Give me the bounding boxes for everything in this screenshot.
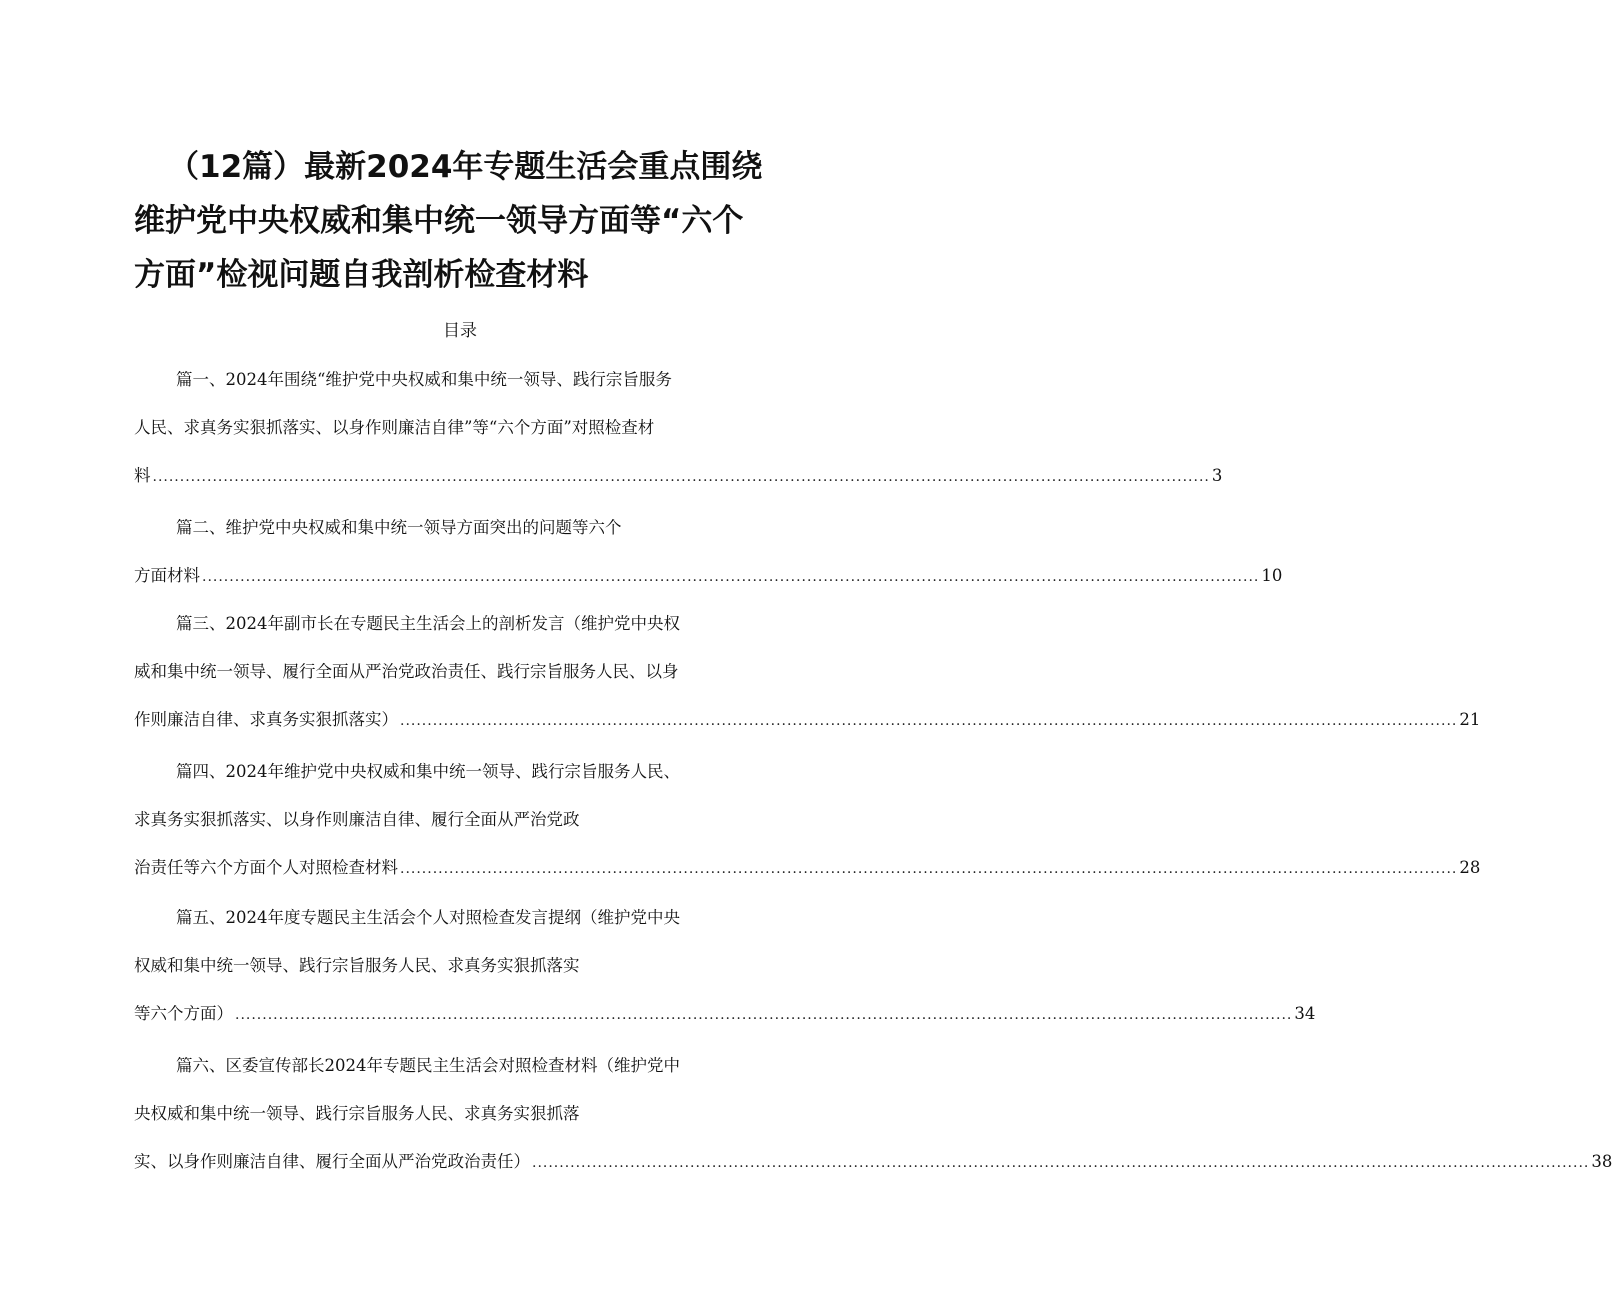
toc-entry-line: 作则廉洁自律、求真务实狠抓落实） — [134, 710, 398, 729]
toc-entry-line: 等六个方面） — [134, 1004, 233, 1023]
toc-entry-leader-line — [134, 564, 1283, 588]
title-line: 维护党中央权威和集中统一领导方面等“六个 — [134, 203, 744, 239]
page-number: 34 — [1294, 1004, 1316, 1023]
leader-dots: .................................................................................................................................................................................................. — [152, 469, 1210, 485]
leader-dots: .................................................................................................................................................................................................. — [400, 861, 1458, 877]
toc-entry-line: 篇六、区委宣传部长2024年专题民主生活会对照检查材料（维护党中 — [176, 1056, 680, 1075]
leader-dots: .................................................................................................................................................................................................. — [532, 1155, 1590, 1171]
toc-entry-line: 求真务实狠抓落实、以身作则廉洁自律、履行全面从严治党政 — [134, 810, 580, 829]
toc-entry-leader-line — [134, 1150, 1612, 1174]
toc-entry-line: 治责任等六个方面个人对照检查材料 — [134, 858, 398, 877]
leader-dots: .................................................................................................................................................................................................. — [235, 1007, 1293, 1023]
toc-entry-leader-line — [134, 1002, 1316, 1026]
toc-entry-line: 方面材料 — [134, 566, 200, 585]
toc-entry-line: 篇三、2024年副市长在专题民主生活会上的剖析发言（维护党中央权 — [176, 614, 680, 633]
toc-entry-line: 篇一、2024年围绕“维护党中央权威和集中统一领导、践行宗旨服务 — [176, 370, 672, 389]
page-number: 3 — [1211, 466, 1223, 485]
leader-dots: .................................................................................................................................................................................................. — [400, 713, 1458, 729]
page-number: 28 — [1459, 858, 1481, 877]
toc-entry-line: 央权威和集中统一领导、践行宗旨服务人民、求真务实狠抓落 — [134, 1104, 580, 1123]
toc-entry-line: 篇二、维护党中央权威和集中统一领导方面突出的问题等六个 — [176, 518, 622, 537]
toc-entry-line: 实、以身作则廉洁自律、履行全面从严治党政治责任） — [134, 1152, 530, 1171]
page-number: 38 — [1591, 1152, 1612, 1171]
toc-entry-leader-line — [134, 464, 1223, 488]
toc-entry-line: 威和集中统一领导、履行全面从严治党政治责任、践行宗旨服务人民、以身 — [134, 662, 679, 681]
page-number: 21 — [1459, 710, 1481, 729]
document-title — [134, 140, 794, 302]
title-line: （12篇）最新2024年专题生活会重点围绕 — [168, 149, 763, 185]
title-line: 方面”检视问题自我剖析检查材料 — [134, 257, 589, 293]
toc-entry-leader-line — [134, 856, 1481, 880]
leader-dots: .................................................................................................................................................................................................. — [202, 569, 1260, 585]
toc-entry-line: 料 — [134, 466, 151, 485]
toc-entry-line: 篇五、2024年度专题民主生活会个人对照检查发言提纲（维护党中央 — [176, 908, 680, 927]
toc-heading: 目录 — [443, 321, 477, 341]
toc-entry-line: 篇四、2024年维护党中央权威和集中统一领导、践行宗旨服务人民、 — [176, 762, 680, 781]
page-number: 10 — [1261, 566, 1283, 585]
toc-entry-line: 权威和集中统一领导、践行宗旨服务人民、求真务实狠抓落实 — [134, 956, 580, 975]
toc-entry-line: 人民、求真务实狠抓落实、以身作则廉洁自律”等“六个方面”对照检查材 — [134, 418, 655, 437]
toc-entry-leader-line — [134, 708, 1481, 732]
